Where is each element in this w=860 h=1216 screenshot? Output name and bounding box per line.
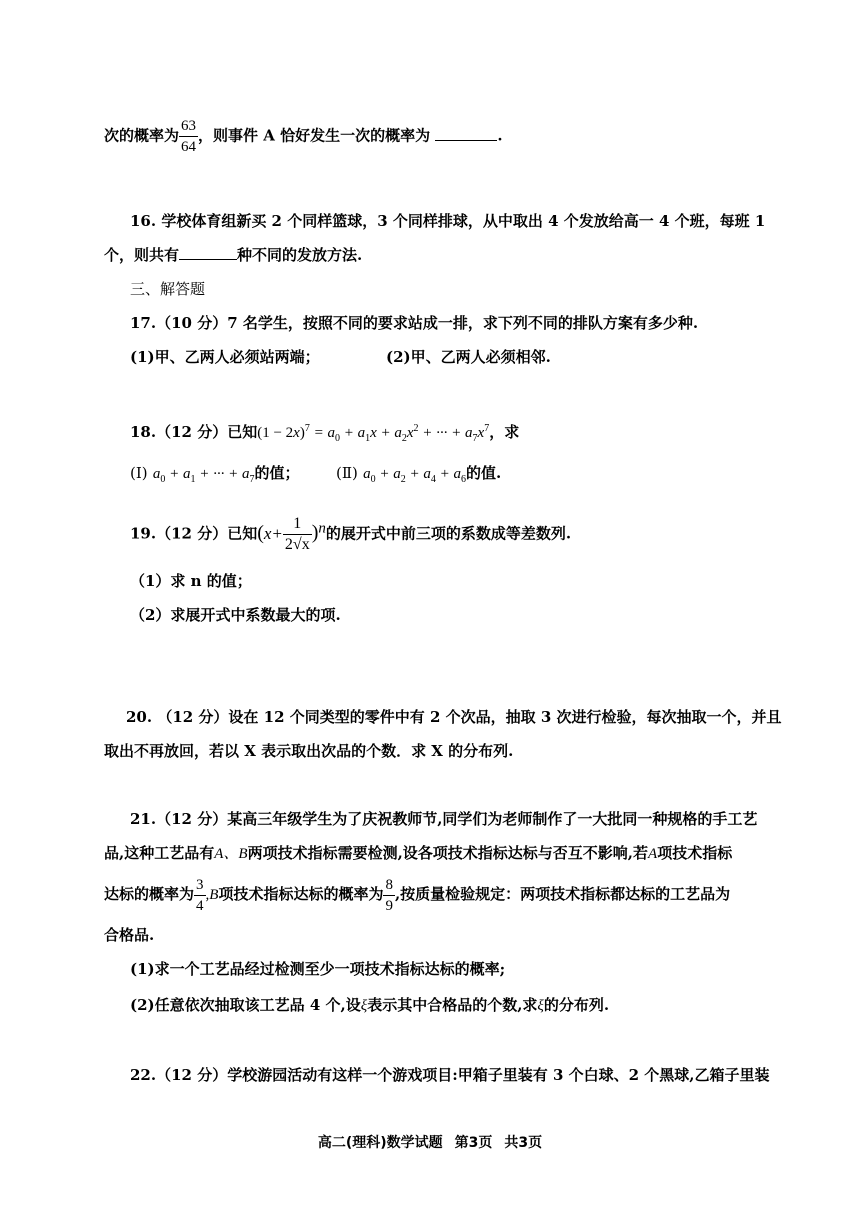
q18-parts (130, 462, 501, 491)
q21-frac1-den: 4 (196, 897, 204, 914)
q18-part2-tail: 的值. (466, 464, 502, 482)
q21-frac2-num: 8 (383, 875, 395, 896)
q15-after: ，则事件 A 恰好发生一次的概率为 (198, 126, 436, 145)
q18-part1-tail: 的值； (254, 464, 300, 482)
q15-answer-blank[interactable] (435, 126, 497, 141)
q21-line3-a: 达标的概率为 (104, 885, 195, 903)
q21-part2-a: (2)任意依次抽取该工艺品 4 个,设 (130, 996, 361, 1014)
q16-line2 (104, 244, 362, 266)
q19-close-paren: ) (311, 521, 319, 544)
footer-total: 共3页 (504, 1135, 543, 1151)
q22-line1: 22.（12 分）学校游园活动有这样一个游戏项目:甲箱子里装有 3 个白球、2 个黑球,乙箱子里装 (130, 1066, 770, 1084)
q17-part2: (2)甲、乙两人必须相邻. (386, 348, 551, 366)
q19-prefix: 19.（12 分）已知 (130, 524, 258, 543)
q20-line2: 取出不再放回，若以 X 表示取出次品的个数．求 X 的分布列. (104, 742, 514, 760)
q18-stem (130, 418, 519, 450)
q21-part2-c: 的分布列. (543, 996, 610, 1014)
q17-part1: (1)甲、乙两人必须站两端； (130, 348, 320, 366)
q18-part1-expr: $a_0 + a_1$ + ··· + $a_7$ (152, 466, 255, 485)
q21-line3 (104, 870, 730, 919)
q15-frac-den: 64 (181, 139, 197, 155)
q21-line2-a: 品,这种工艺品有 (104, 844, 215, 862)
q21-line2-b: 两项技术指标需要检测,设各项技术指标达标与否互不影响,若 (247, 844, 649, 862)
q19-part2: （2）求展开式中系数最大的项. (130, 606, 341, 624)
q15-fraction (179, 116, 198, 157)
q19-frac-num: 1 (283, 514, 312, 535)
footer-page: 第3页 (454, 1135, 493, 1151)
q20-line1: 20. （12 分）设在 12 个同类型的零件中有 2 个次品，抽取 3 次进行检验，每次抽取一个，并且 (126, 708, 782, 726)
q18-prefix: 18.（12 分）已知 (130, 423, 258, 441)
q21-part1: (1)求一个工艺品经过检测至少一项技术指标达标的概率; (130, 960, 506, 978)
q18-part2-label: (Ⅱ) (335, 464, 358, 482)
q21-var-ab: A、B (214, 846, 248, 862)
q16-line2-a: 个，则共有 (104, 246, 180, 264)
q19-expression: (x+ (257, 521, 283, 544)
q15-frac-num: 63 (179, 116, 198, 137)
q21-xi-2: ξ (537, 998, 544, 1014)
q18-suffix: ，求 (489, 423, 520, 441)
q21-comma-b: ,B (205, 887, 219, 903)
page-footer (0, 1132, 860, 1152)
q16-answer-blank[interactable] (179, 245, 237, 260)
q19-part1: （1）求 n 的值； (130, 572, 252, 590)
q15-before: 次的概率为 (104, 126, 180, 145)
q21-line3-c: ,按质量检验规定：两项技术指标都达标的工艺品为 (394, 885, 731, 903)
q21-frac2 (383, 875, 395, 916)
q21-frac1 (194, 875, 206, 916)
q15-line (104, 116, 503, 157)
q19-fraction (283, 514, 312, 555)
q17-stem: 17.（10 分）7 名学生，按照不同的要求站成一排，求下列不同的排队方案有多少种. (130, 314, 699, 332)
q16-line2-b: 种不同的发放方法. (237, 246, 363, 264)
section-heading: 三、解答题 (130, 280, 206, 298)
q21-frac2-den: 9 (385, 897, 393, 914)
q19-exponent: n (318, 520, 326, 537)
q21-frac1-num: 3 (194, 875, 206, 896)
q19-suffix: 的展开式中前三项的系数成等差数列. (325, 524, 572, 543)
q21-part2-b: 表示其中合格品的个数,求 (367, 996, 538, 1014)
q21-part2 (130, 994, 609, 1017)
q21-line2 (104, 842, 732, 865)
q19-frac-den: 2√x (284, 536, 310, 553)
q15-end: . (497, 126, 503, 145)
q18-part1-label: (Ⅰ) (130, 464, 148, 482)
q18-formula: $(1 - 2x)^7 = a_0 + a_1x + a_2x^2$ + ··· + $a_7x^7$ (257, 423, 490, 444)
q19-stem (130, 514, 571, 555)
q18-part2-expr: $a_0 + a_2 + a_4 + a_6$ (363, 466, 466, 485)
q21-var-a: A (648, 846, 658, 862)
q21-line4: 合格品. (104, 926, 155, 944)
q21-line3-b: 项技术指标达标的概率为 (218, 885, 384, 903)
q16-line1: 16. 学校体育组新买 2 个同样篮球，3 个同样排球，从中取出 4 个发放给高一 4 个班，每班 1 (130, 212, 766, 230)
q21-line2-c: 项技术指标 (657, 844, 733, 862)
footer-title: 高二(理科)数学试题 (317, 1135, 443, 1151)
q21-line1: 21.（12 分）某高三年级学生为了庆祝教师节,同学们为老师制作了一大批同一种规格的手工艺 (130, 810, 758, 828)
q21-xi-1: ξ (360, 998, 368, 1014)
